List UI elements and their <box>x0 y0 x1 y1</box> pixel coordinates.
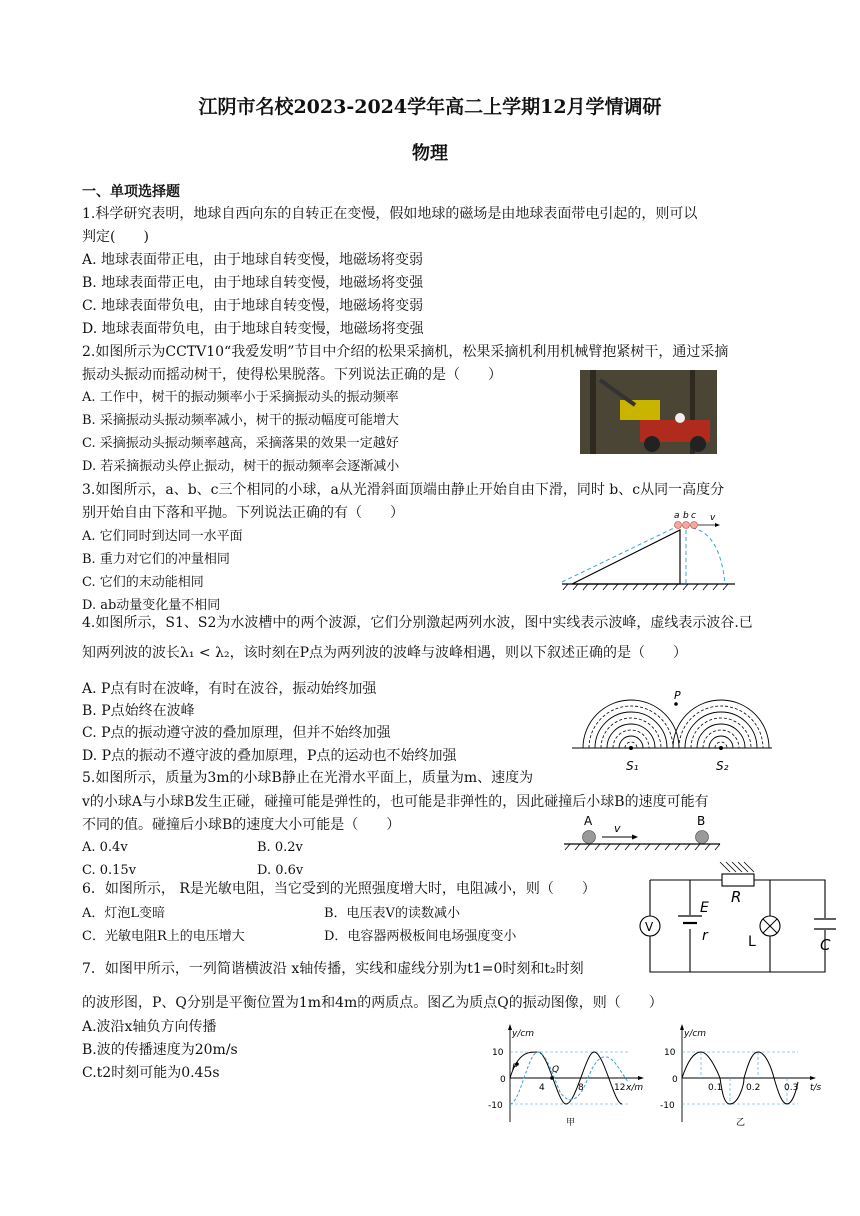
caption-jia: 甲 <box>566 1118 576 1128</box>
label-c: c <box>691 511 696 521</box>
subject-title: 物理 <box>412 143 448 164</box>
q6-option-b: B．电压表V的读数减小 <box>324 906 460 921</box>
q5-stem-line2: v的小球A与小球B发生正碰，碰撞可能是弹性的，也可能是非弹性的，因此碰撞后小球B的速度可能有 <box>82 794 709 810</box>
q1-stem-line2: 判定( ) <box>82 229 149 245</box>
ytick-yi-neg10: -10 <box>660 1101 675 1111</box>
q4-stem-line1: 4.如图所示，S1、S2为水波槽中的两个波源，它们分别激起两列水波，图中实线表示波峰，虚线表示波谷.已 <box>82 615 753 631</box>
label-ball-a: A <box>584 814 593 828</box>
ytick-jia-0: 0 <box>500 1075 506 1085</box>
q5-option-d: D. 0.6v <box>257 863 304 878</box>
wave-interference-figure <box>572 688 772 780</box>
q7-option-c: C.t2时刻可能为0.45s <box>82 1065 220 1081</box>
q5-option-c: C. 0.15v <box>82 863 137 878</box>
q1-option-d: D. 地球表面带负电，由于地球自转变慢，地磁场将变强 <box>82 321 424 337</box>
label-p: P <box>674 689 681 702</box>
q3-stem-line1: 3.如图所示，a、b、c三个相同的小球，a从光滑斜面顶端由静止开始自由下滑，同时 b、c从同一高度分 <box>82 482 725 498</box>
label-b: b <box>683 511 689 521</box>
q7-option-a: A.波沿x轴负方向传播 <box>82 1019 217 1035</box>
vibration-graph-yi <box>660 1022 828 1128</box>
q2-stem-line1: 2.如图所示为CCTV10“我爱发明”节目中介绍的松果采摘机，松果采摘机利用机械臂抱紧树干，通过采摘 <box>82 344 729 360</box>
q3-option-c: C. 它们的末动能相同 <box>82 575 204 590</box>
ylabel-yi: y/cm <box>684 1029 707 1039</box>
wave-graph-jia <box>488 1022 648 1128</box>
q2-option-b: B. 采摘振动头振动频率减小，树干的振动幅度可能增大 <box>82 413 399 428</box>
q1-option-c: C. 地球表面带负电，由于地球自转变慢，地磁场将变弱 <box>82 298 424 314</box>
xtick-jia-12: 12 <box>614 1083 626 1093</box>
q6-stem: 6．如图所示， R是光敏电阻，当它受到的光照强度增大时，电阻减小，则（ ） <box>82 881 596 897</box>
q3-stem-line2: 别开始自由下落和平抛。下列说法正确的有（ ） <box>82 505 404 521</box>
label-a: a <box>674 511 680 521</box>
label-ball-b: B <box>697 814 706 828</box>
q6-option-c: C．光敏电阻R上的电压增大 <box>82 929 245 944</box>
ylabel-jia: y/cm <box>512 1029 535 1039</box>
ytick-jia-neg10: -10 <box>488 1101 503 1111</box>
point-q: Q <box>552 1065 560 1075</box>
q1-stem-line1: 1.科学研究表明，地球自西向东的自转正在变慢，假如地球的磁场是由地球表面带电引起的，则可以 <box>82 206 698 222</box>
xtick-yi-0.1: 0.1 <box>708 1083 723 1093</box>
harvester-illustration <box>580 370 717 454</box>
xlabel-yi: t/s <box>810 1083 822 1093</box>
label-voltmeter: V <box>645 920 654 934</box>
xlabel-jia: x/m <box>626 1083 644 1093</box>
caption-yi: 乙 <box>736 1118 746 1128</box>
q2-option-a: A. 工作中，树干的振动频率小于采摘振动头的振动频率 <box>82 390 399 405</box>
q7-option-b: B.波的传播速度为20m/s <box>82 1042 238 1058</box>
xtick-jia-8: 8 <box>578 1083 584 1093</box>
q2-option-d: D. 若采摘振动头停止振动，树干的振动频率会逐渐减小 <box>82 459 400 474</box>
ytick-yi-10: 10 <box>664 1048 676 1058</box>
xtick-yi-0.2: 0.2 <box>746 1083 761 1093</box>
collision-figure <box>562 810 722 855</box>
page-title: 江阴市名校2023-2024学年高二上学期12月学情调研 <box>198 96 662 118</box>
q5-option-a: A. 0.4v <box>82 840 128 855</box>
q4-option-d: D. P点的振动不遵守波的叠加原理，P点的运动也不始终加强 <box>82 748 457 764</box>
label-v: v <box>710 513 716 523</box>
label-lamp: L <box>748 934 756 950</box>
q3-option-d: D. ab动量变化量不相同 <box>82 598 221 613</box>
q6-option-a: A．灯泡L变暗 <box>82 906 166 921</box>
pine-cone-harvester-photo <box>580 370 717 454</box>
label-r-photo: R <box>731 888 742 906</box>
q2-stem-line2: 振动头振动而摇动树干，使得松果脱落。下列说法正确的是（ ） <box>82 367 502 383</box>
ytick-yi-0: 0 <box>672 1075 678 1085</box>
ytick-jia-10: 10 <box>492 1048 504 1058</box>
q1-option-b: B. 地球表面带正电，由于地球自转变慢，地磁场将变强 <box>82 275 424 291</box>
q4-option-b: B. P点始终在波峰 <box>82 703 195 719</box>
q2-option-c: C. 采摘振动头振动频率越高，采摘落果的效果一定越好 <box>82 436 399 451</box>
q4-option-c: C. P点的振动遵守波的叠加原理，但并不始终加强 <box>82 725 391 741</box>
label-s2: S₂ <box>716 759 729 773</box>
xtick-jia-4: 4 <box>539 1083 545 1093</box>
label-velocity: v <box>614 822 621 835</box>
q3-option-a: A. 它们同时到达同一水平面 <box>82 529 243 544</box>
q6-option-d: D．电容器两极板间电场强度变小 <box>324 929 517 944</box>
circuit-figure <box>630 860 845 982</box>
section-heading: 一、单项选择题 <box>82 184 180 200</box>
q3-option-b: B. 重力对它们的冲量相同 <box>82 552 230 567</box>
q5-option-b: B. 0.2v <box>257 840 303 855</box>
q1-option-a: A. 地球表面带正电，由于地球自转变慢，地磁场将变弱 <box>82 252 424 268</box>
xtick-yi-0.3: 0.3 <box>784 1083 799 1093</box>
label-e: E <box>700 900 709 916</box>
q5-stem-line1: 5.如图所示，质量为3m的小球B静止在光滑水平面上，质量为m、速度为 <box>82 770 534 786</box>
incline-figure <box>560 508 740 598</box>
label-r-internal: r <box>702 928 708 944</box>
q4-stem-line2: 知两列波的波长λ₁ < λ₂，该时刻在P点为两列波的波峰与波峰相遇，则以下叙述正确的是（ ） <box>82 645 688 661</box>
point-p: P <box>512 1063 518 1073</box>
q7-stem-line2: 的波形图，P、Q分别是平衡位置为1m和4m的两质点。图乙为质点Q的振动图像，则（ ） <box>82 995 663 1011</box>
q7-stem-line1: 7．如图甲所示，一列简谐横波沿 x轴传播，实线和虚线分别为t1=0时刻和t₂时刻 <box>82 961 584 977</box>
label-s1: S₁ <box>626 759 639 773</box>
q5-stem-line3: 不同的值。碰撞后小球B的速度大小可能是（ ） <box>82 817 401 833</box>
label-capacitor: C <box>820 936 831 954</box>
q4-option-a: A. P点有时在波峰，有时在波谷，振动始终加强 <box>82 681 377 697</box>
